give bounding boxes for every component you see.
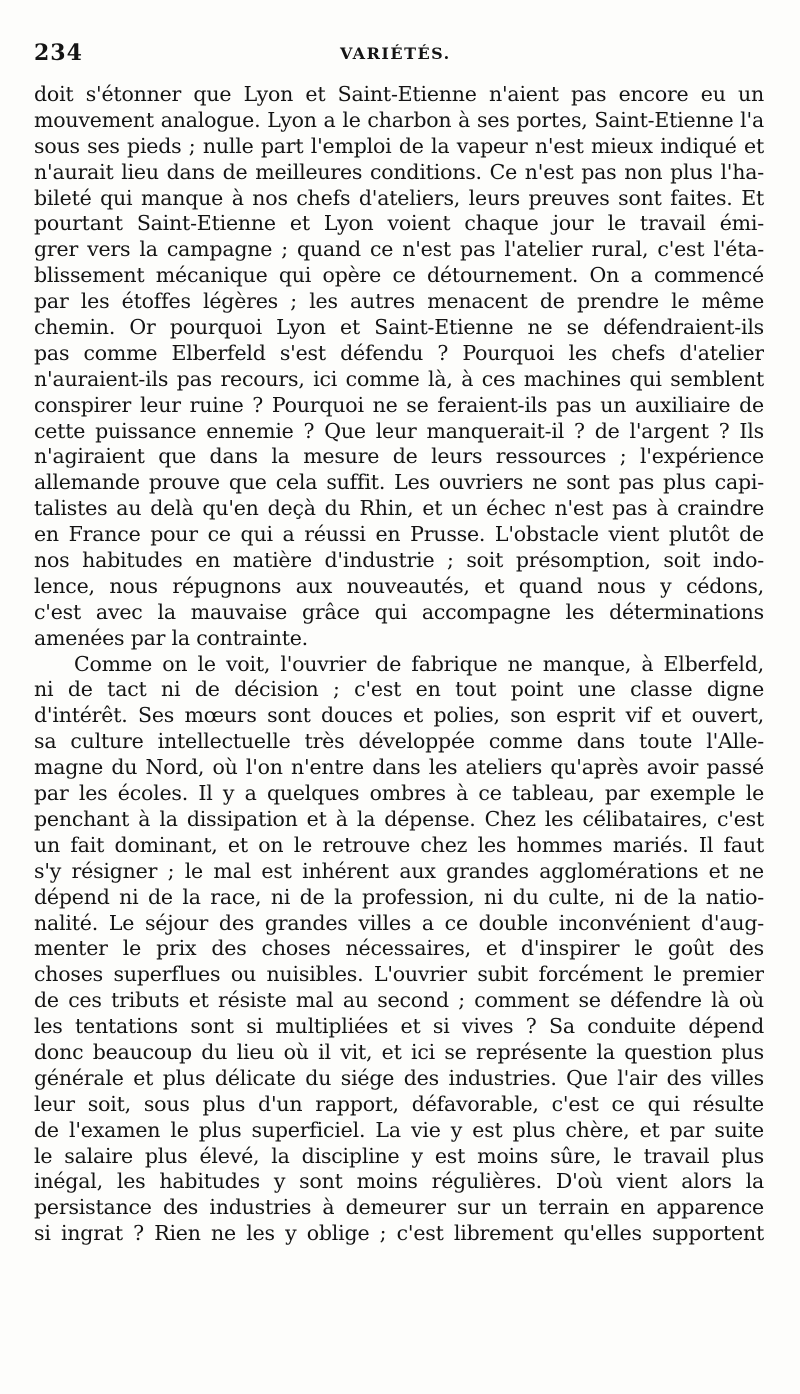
text-line: amenées par la contrainte. bbox=[34, 625, 308, 650]
text-line: penchant à la dissipation et à la dépense. Chez les célibataires, c'est bbox=[34, 806, 764, 831]
text-line: donc beaucoup du lieu où il vit, et ici se représente la question plus bbox=[34, 1039, 764, 1064]
text-line: de l'examen le plus superficiel. La vie y est plus chère, et par suite bbox=[34, 1117, 764, 1142]
text-line: c'est avec la mauvaise grâce qui accompagne les déterminations bbox=[34, 599, 764, 624]
text-line: nalité. Le séjour des grandes villes a ce double inconvénient d'aug- bbox=[34, 910, 764, 935]
text-line: par les étoffes légères ; les autres menacent de prendre le même bbox=[34, 289, 764, 314]
text-line: magne du Nord, où l'on n'entre dans les ateliers qu'après avoir passé bbox=[34, 755, 764, 780]
text-line: sous ses pieds ; nulle part l'emploi de la vapeur n'est mieux indiqué et bbox=[34, 133, 764, 158]
text-line: conspirer leur ruine ? Pourquoi ne se feraient-ils pas un auxiliaire de bbox=[34, 392, 764, 417]
text-line: n'auraient-ils pas recours, ici comme là, à ces machines qui semblent bbox=[34, 366, 764, 391]
text-line: si ingrat ? Rien ne les y oblige ; c'est librement qu'elles supportent bbox=[34, 1221, 764, 1246]
text-line: ni de tact ni de décision ; c'est en tout point une classe digne bbox=[34, 677, 764, 702]
text-line: de ces tributs et résiste mal au second ; comment se défendre là où bbox=[34, 988, 764, 1013]
text-line: n'aurait lieu dans de meilleures conditions. Ce n'est pas non plus l'ha- bbox=[34, 159, 764, 184]
text-line: les tentations sont si multipliées et si vives ? Sa conduite dépend bbox=[34, 1014, 764, 1039]
text-line: nos habitudes en matière d'industrie ; soit présomption, soit indo- bbox=[34, 548, 764, 573]
text-line: inégal, les habitudes y sont moins régulières. D'où vient alors la bbox=[34, 1169, 764, 1194]
text-line: leur soit, sous plus d'un rapport, défavorable, c'est ce qui résulte bbox=[34, 1091, 764, 1116]
page-header bbox=[34, 40, 764, 74]
text-line: d'intérêt. Ses mœurs sont douces et polies, son esprit vif et ouvert, bbox=[34, 703, 764, 728]
text-line: pourtant Saint-Etienne et Lyon voient chaque jour le travail émi- bbox=[34, 211, 764, 236]
text-line: dépend ni de la race, ni de la profession, ni du culte, ni de la natio- bbox=[34, 884, 764, 909]
text-line: chemin. Or pourquoi Lyon et Saint-Etienne ne se défendraient-ils bbox=[34, 315, 764, 340]
page-number: 234 bbox=[34, 40, 83, 66]
text-line: persistance des industries à demeurer sur un terrain en apparence bbox=[34, 1195, 764, 1220]
text-line: en France pour ce qui a réussi en Prusse. L'obstacle vient plutôt de bbox=[34, 522, 764, 547]
running-head: VARIÉTÉS. bbox=[340, 44, 451, 63]
text-line: grer vers la campagne ; quand ce n'est pas l'atelier rural, c'est l'éta- bbox=[34, 237, 764, 262]
text-line: blissement mécanique qui opère ce détournement. On a commencé bbox=[34, 263, 764, 288]
text-line: lence, nous répugnons aux nouveautés, et quand nous y cédons, bbox=[34, 573, 764, 598]
text-line: n'agiraient que dans la mesure de leurs ressources ; l'expérience bbox=[34, 444, 764, 469]
text-line: cette puissance ennemie ? Que leur manquerait-il ? de l'argent ? Ils bbox=[34, 418, 764, 443]
body-text bbox=[34, 82, 764, 1247]
text-line: menter le prix des choses nécessaires, et d'inspirer le goût des bbox=[34, 936, 764, 961]
text-line: le salaire plus élevé, la discipline y est moins sûre, le travail plus bbox=[34, 1143, 764, 1168]
text-line: talistes au delà qu'en deçà du Rhin, et un échec n'est pas à craindre bbox=[34, 496, 764, 521]
text-line: sa culture intellectuelle très développée comme dans toute l'Alle- bbox=[34, 729, 764, 754]
text-line: par les écoles. Il y a quelques ombres à ce tableau, par exemple le bbox=[34, 781, 764, 806]
text-line: un fait dominant, et on le retrouve chez les hommes mariés. Il faut bbox=[34, 832, 764, 857]
text-line: pas comme Elberfeld s'est défendu ? Pourquoi les chefs d'atelier bbox=[34, 340, 764, 365]
text-line: générale et plus délicate du siége des industries. Que l'air des villes bbox=[34, 1065, 764, 1090]
text-line: choses superflues ou nuisibles. L'ouvrier subit forcément le premier bbox=[34, 962, 764, 987]
text-line: mouvement analogue. Lyon a le charbon à ses portes, Saint-Etienne l'a bbox=[34, 107, 764, 132]
text-line: s'y résigner ; le mal est inhérent aux grandes agglomérations et ne bbox=[34, 858, 764, 883]
text-line: allemande prouve que cela suffit. Les ouvriers ne sont pas plus capi- bbox=[34, 470, 764, 495]
text-line: bileté qui manque à nos chefs d'ateliers, leurs preuves sont faites. Et bbox=[34, 185, 764, 210]
paragraph-start-line: Comme on le voit, l'ouvrier de fabrique ne manque, à Elberfeld, bbox=[74, 651, 764, 676]
text-line: doit s'étonner que Lyon et Saint-Etienne n'aient pas encore eu un bbox=[34, 82, 764, 106]
